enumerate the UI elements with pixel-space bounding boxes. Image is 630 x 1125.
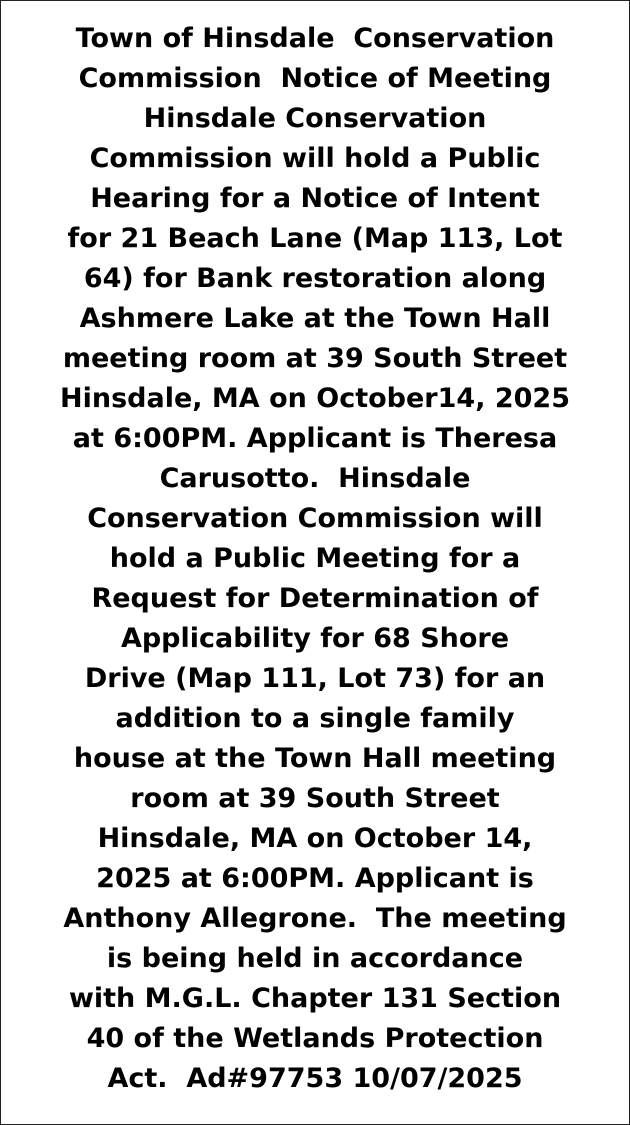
notice-line: Drive (Map 111, Lot 73) for an <box>84 663 546 694</box>
notice-line: Applicability for 68 Shore <box>120 623 510 654</box>
notice-line: Ashmere Lake at the Town Hall <box>79 303 551 334</box>
notice-line: Anthony Allegrone. The meeting <box>63 903 567 934</box>
notice-line: Carusotto. Hinsdale <box>159 463 471 494</box>
notice-line: room at 39 South Street <box>130 783 500 814</box>
notice-line: hold a Public Meeting for a <box>109 543 521 574</box>
notice-line: Conservation Commission will <box>87 503 543 534</box>
notice-line: 40 of the Wetlands Protection <box>86 1023 544 1054</box>
notice-line: addition to a single family <box>115 703 515 734</box>
notice-line: meeting room at 39 South Street <box>62 343 568 374</box>
notice-line: 64) for Bank restoration along <box>83 263 547 294</box>
notice-line: house at the Town Hall meeting <box>73 743 557 774</box>
notice-line: Commission will hold a Public <box>89 143 541 174</box>
notice-line: is being held in accordance <box>106 943 524 974</box>
notice-line: Hinsdale, MA on October 14, <box>97 823 533 854</box>
notice-line: at 6:00PM. Applicant is Theresa <box>72 423 558 454</box>
notice-line: with M.G.L. Chapter 131 Section <box>68 983 562 1014</box>
notice-line: Request for Determination of <box>91 583 539 614</box>
notice-line: Hearing for a Notice of Intent <box>90 183 540 214</box>
notice-line: Hinsdale, MA on October14, 2025 <box>60 383 570 414</box>
notice-line: Hinsdale Conservation <box>143 103 487 134</box>
notice-line: for 21 Beach Lane (Map 113, Lot <box>67 223 563 254</box>
notice-line: 2025 at 6:00PM. Applicant is <box>96 863 534 894</box>
notice-line: Act. Ad#97753 10/07/2025 <box>107 1063 523 1094</box>
notice-line: Town of Hinsdale Conservation <box>75 23 555 54</box>
notice-line: Commission Notice of Meeting <box>78 63 552 94</box>
